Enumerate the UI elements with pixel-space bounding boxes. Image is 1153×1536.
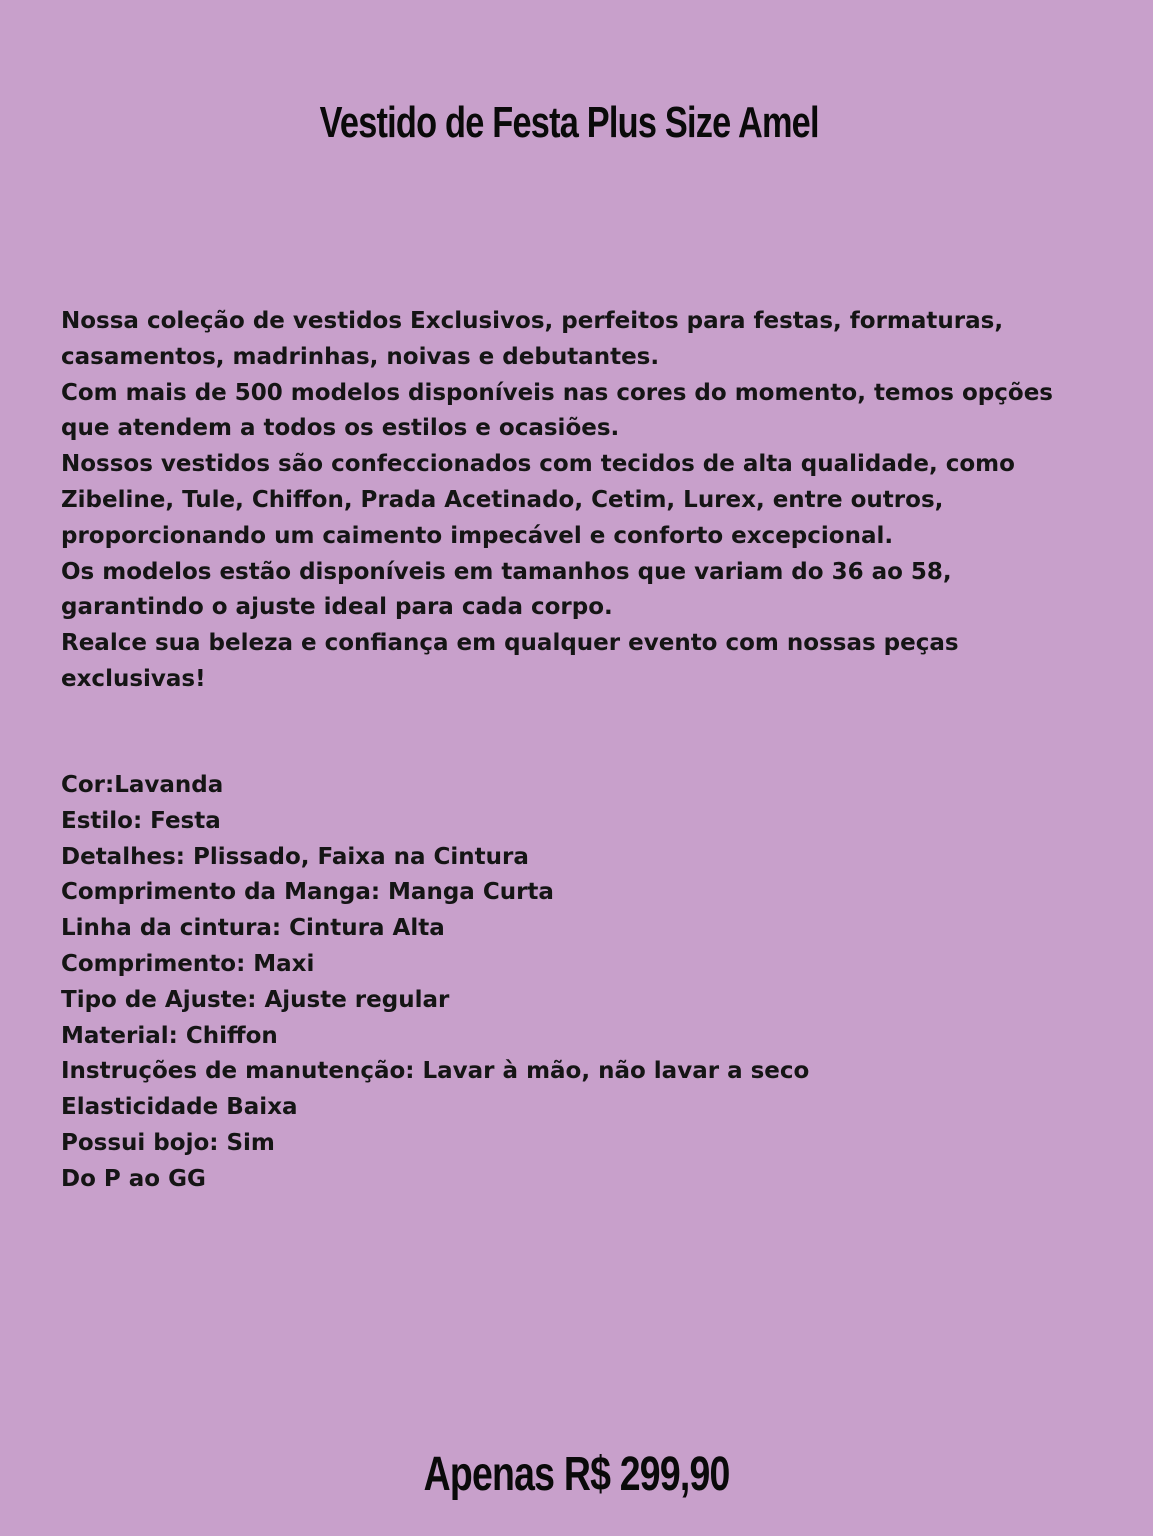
spec-item-material: Material: Chiffon (61, 1022, 278, 1049)
spec-item-color: Cor:Lavanda (61, 772, 224, 798)
product-description (61, 304, 1061, 698)
page-title: Vestido de Festa Plus Size Amel (319, 98, 819, 147)
spec-item-elasticity: Elasticidade Baixa (61, 1094, 298, 1121)
description-paragraph: Com mais de 500 modelos disponíveis nas cores do momento, temos opções que atendem a todos os estilos e ocasiões. (61, 379, 1053, 442)
spec-item-care-instructions: Instruções de manutenção: Lavar à mão, não lavar a seco (61, 1058, 810, 1085)
spec-item-length: Comprimento: Maxi (61, 950, 315, 977)
spec-item-waistline: Linha da cintura: Cintura Alta (61, 915, 445, 942)
spec-item-sleeve-length: Comprimento da Manga: Manga Curta (61, 879, 554, 906)
spec-item-details: Detalhes: Plissado, Faixa na Cintura (61, 843, 529, 870)
description-paragraph: Nossos vestidos são confeccionados com tecidos de alta qualidade, como Zibeline, Tule, Chiffon, Prada Acetinado, Cetim, Lurex, entre outros, proporcionando um caimento impecável e conforto excepcional. (61, 451, 1015, 549)
product-specs-list (61, 768, 1061, 1198)
spec-item-fit-type: Tipo de Ajuste: Ajuste regular (61, 986, 450, 1013)
description-paragraph: Os modelos estão disponíveis em tamanhos que variam do 36 ao 58, garantindo o ajuste ideal para cada corpo. (61, 558, 952, 621)
description-paragraph: Realce sua beleza e confiança em qualquer evento com nossas peças exclusivas! (61, 630, 959, 692)
price-label: Apenas R$ 299,90 (423, 1448, 730, 1501)
spec-item-style: Estilo: Festa (61, 807, 221, 834)
spec-item-padding: Possui bojo: Sim (61, 1129, 275, 1156)
spec-item-sizes: Do P ao GG (61, 1165, 206, 1192)
description-paragraph: Nossa coleção de vestidos Exclusivos, perfeitos para festas, formaturas, casamentos, madrinhas, noivas e debutantes. (61, 308, 1004, 370)
